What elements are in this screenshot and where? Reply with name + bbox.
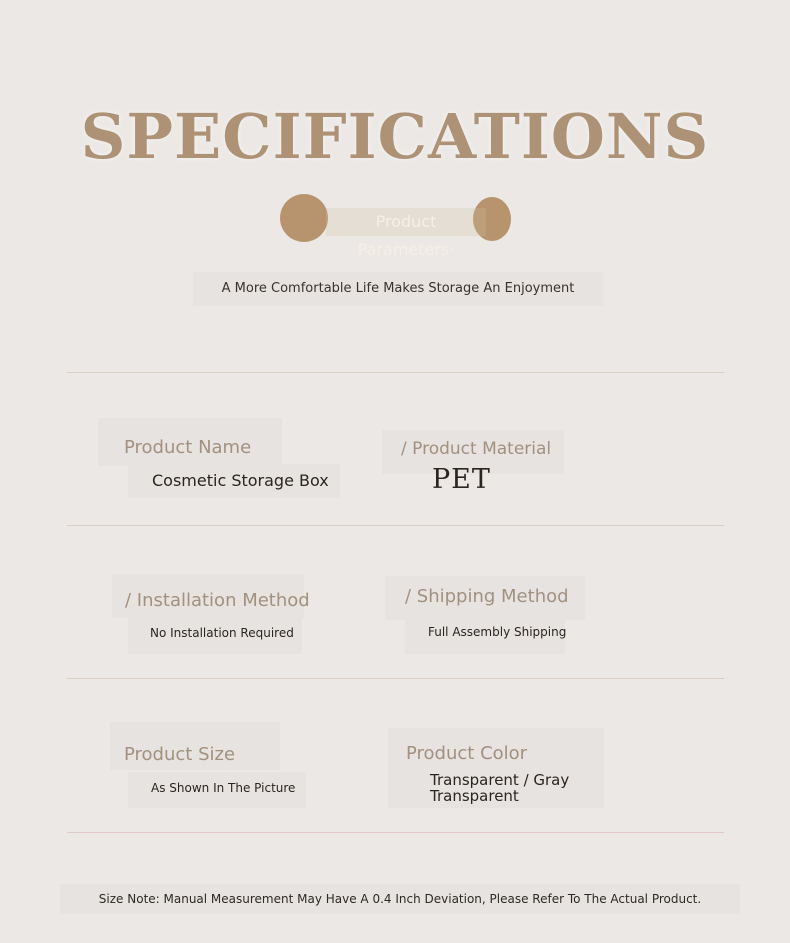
divider — [67, 372, 724, 373]
subtitle: Product Parameters· — [326, 208, 486, 236]
product-color-value — [430, 772, 569, 804]
product-color-label: Product Color — [406, 743, 528, 764]
product-color-value-line: Transparent — [430, 787, 519, 805]
page-title: SPECIFICATIONS — [80, 100, 710, 173]
product-name-label: Product Name — [124, 437, 252, 458]
decorative-circle-left — [280, 194, 328, 242]
product-name-value: Cosmetic Storage Box — [152, 471, 329, 490]
product-color-value-line: Transparent / Gray — [430, 771, 570, 789]
product-size-label: Product Size — [124, 744, 236, 765]
size-note: Size Note: Manual Measurement May Have A 0.4 Inch Deviation, Please Refer To The Actual Product. — [60, 884, 740, 914]
divider — [67, 678, 724, 679]
product-material-value: PET — [432, 464, 491, 495]
product-size-value: As Shown In The Picture — [151, 781, 296, 795]
shipping-method-value: Full Assembly Shipping — [428, 625, 567, 639]
divider — [67, 832, 724, 833]
product-material-label: / Product Material — [401, 439, 552, 459]
installation-method-value: No Installation Required — [150, 626, 294, 640]
shipping-method-label: / Shipping Method — [405, 586, 569, 607]
tagline: A More Comfortable Life Makes Storage An Enjoyment — [193, 272, 603, 306]
installation-method-label: / Installation Method — [125, 590, 310, 611]
divider — [67, 525, 724, 526]
